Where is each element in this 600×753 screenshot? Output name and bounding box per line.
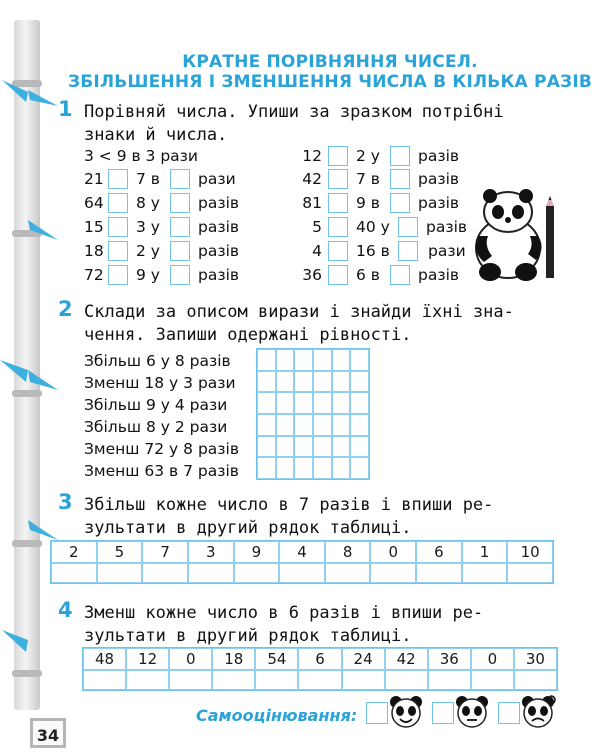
- answer-cell[interactable]: [83, 670, 126, 690]
- answer-cell[interactable]: [97, 563, 143, 583]
- answer-box[interactable]: [390, 193, 410, 213]
- task2-item: Збільш 9 у 4 рази: [84, 396, 228, 414]
- table-cell: 18: [212, 648, 255, 670]
- table-cell: 2: [51, 541, 97, 563]
- task3-text-line2: зультати в другий рядок таблиці.: [84, 518, 412, 538]
- page-title-line1: КРАТНЕ ПОРІВНЯННЯ ЧИСЕЛ.: [182, 52, 478, 72]
- answer-box[interactable]: [108, 169, 128, 189]
- task1-example: 3 < 9 в 3 рази: [84, 147, 198, 165]
- table-cell: 12: [126, 648, 169, 670]
- answer-cell[interactable]: [370, 563, 416, 583]
- task4-table: [82, 647, 558, 691]
- answer-cell[interactable]: [188, 563, 234, 583]
- answer-cell[interactable]: [142, 563, 188, 583]
- task1-text-line1: Порівняй числа. Упиши за зразком потрібні: [84, 102, 504, 122]
- answer-box[interactable]: [398, 241, 418, 261]
- task2-item: Зменш 18 у 3 рази: [84, 374, 236, 392]
- answer-box[interactable]: [108, 217, 128, 237]
- table-cell: 54: [255, 648, 298, 670]
- table-cell: 5: [97, 541, 143, 563]
- answer-cell[interactable]: [462, 563, 508, 583]
- answer-cell[interactable]: [325, 563, 371, 583]
- answer-cell[interactable]: [416, 563, 462, 583]
- answer-box[interactable]: [170, 169, 190, 189]
- table-cell: 0: [370, 541, 416, 563]
- answer-cell[interactable]: [298, 670, 341, 690]
- self-assessment-label: Самооцінювання:: [196, 706, 358, 725]
- answer-cell[interactable]: [514, 670, 557, 690]
- task3-table: [50, 540, 554, 584]
- answer-box[interactable]: [390, 169, 410, 189]
- answer-box[interactable]: [328, 193, 348, 213]
- answer-box[interactable]: [398, 217, 418, 237]
- table-cell: 7: [142, 541, 188, 563]
- answer-box[interactable]: [108, 193, 128, 213]
- answer-cell[interactable]: [212, 670, 255, 690]
- task1-number: 1: [58, 97, 73, 121]
- answer-box[interactable]: [328, 146, 348, 166]
- table-cell: 6: [416, 541, 462, 563]
- page-title-line2: ЗБІЛЬШЕННЯ І ЗМЕНШЕННЯ ЧИСЛА В КІЛЬКА РАЗІВ: [67, 72, 593, 92]
- table-cell: 4: [279, 541, 325, 563]
- task2-item: Зменш 72 у 8 разів: [84, 440, 239, 458]
- answer-cell[interactable]: [126, 670, 169, 690]
- self-assessment-checkbox[interactable]: [432, 702, 454, 724]
- table-cell: 0: [471, 648, 514, 670]
- task4-text-line2: зультати в другий рядок таблиці.: [84, 626, 412, 646]
- self-assessment-checkbox[interactable]: [366, 702, 388, 724]
- neutral-panda-icon: [454, 694, 490, 730]
- answer-box[interactable]: [170, 217, 190, 237]
- answer-cell[interactable]: [385, 670, 428, 690]
- task2-text-line2: чення. Запиши одержані рівності.: [84, 325, 412, 345]
- answer-box[interactable]: [328, 265, 348, 285]
- answer-cell[interactable]: [51, 563, 97, 583]
- table-cell: 8: [325, 541, 371, 563]
- answer-cell[interactable]: [428, 670, 471, 690]
- table-cell: 10: [507, 541, 553, 563]
- self-assessment-checkbox[interactable]: [498, 702, 520, 724]
- task4-number: 4: [58, 598, 73, 622]
- table-cell: 48: [83, 648, 126, 670]
- table-cell: 30: [514, 648, 557, 670]
- answer-cell[interactable]: [234, 563, 280, 583]
- task2-item: Збільш 8 у 2 рази: [84, 418, 228, 436]
- task2-text-line1: Склади за описом вирази і знайди їхні зна-: [84, 302, 514, 322]
- table-cell: 42: [385, 648, 428, 670]
- answer-cell[interactable]: [471, 670, 514, 690]
- answer-cell[interactable]: [279, 563, 325, 583]
- answer-box[interactable]: [170, 265, 190, 285]
- panda-pencil-icon: [474, 186, 560, 282]
- task2-item: Зменш 63 в 7 разів: [84, 462, 239, 480]
- table-cell: 0: [169, 648, 212, 670]
- answer-box[interactable]: [328, 217, 348, 237]
- table-cell: 6: [298, 648, 341, 670]
- table-cell: 24: [342, 648, 385, 670]
- answer-cell[interactable]: [342, 670, 385, 690]
- table-cell: 1: [462, 541, 508, 563]
- answer-box[interactable]: [390, 265, 410, 285]
- task2-item: Збільш 6 у 8 разів: [84, 352, 231, 370]
- task4-text-line1: Зменш кожне число в 6 разів і впиши ре-: [84, 603, 484, 623]
- answer-box[interactable]: [390, 146, 410, 166]
- answer-box[interactable]: [108, 265, 128, 285]
- table-cell: 3: [188, 541, 234, 563]
- confused-panda-icon: [520, 694, 556, 730]
- answer-box[interactable]: [328, 169, 348, 189]
- task3-text-line1: Збільш кожне число в 7 разів і впиши ре-: [84, 495, 494, 515]
- page-number: 34: [30, 718, 66, 748]
- happy-panda-icon: [388, 694, 424, 730]
- answer-cell[interactable]: [507, 563, 553, 583]
- table-cell: 9: [234, 541, 280, 563]
- answer-box[interactable]: [328, 241, 348, 261]
- answer-box[interactable]: [170, 193, 190, 213]
- answer-box[interactable]: [108, 241, 128, 261]
- answer-cell[interactable]: [169, 670, 212, 690]
- table-cell: 36: [428, 648, 471, 670]
- answer-box[interactable]: [170, 241, 190, 261]
- task2-answer-grid[interactable]: [256, 348, 370, 480]
- answer-cell[interactable]: [255, 670, 298, 690]
- task2-number: 2: [58, 297, 73, 321]
- task1-text-line2: знаки й числа.: [84, 125, 228, 145]
- task3-number: 3: [58, 490, 73, 514]
